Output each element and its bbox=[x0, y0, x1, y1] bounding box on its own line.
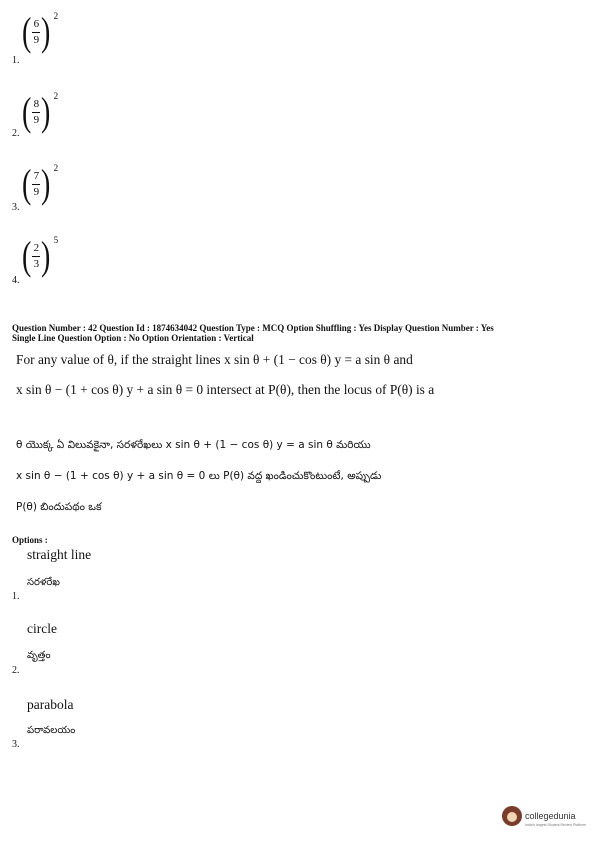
exponent: 5 bbox=[53, 235, 59, 245]
option-2-number: 2. bbox=[12, 665, 20, 676]
options-label: Options : bbox=[12, 535, 48, 545]
fraction-bar bbox=[32, 184, 40, 185]
option-2-text-telugu: వృత్తం bbox=[27, 650, 51, 661]
question-en-line-1: For any value of θ, if the straight lines x sin θ + (1 − cos θ) y = a sin θ and bbox=[16, 352, 413, 367]
right-paren: ) bbox=[41, 89, 51, 134]
option-1-number: 1. bbox=[12, 591, 20, 602]
left-paren: ( bbox=[21, 233, 32, 278]
numerator: 8 bbox=[33, 97, 40, 110]
option-1-text-telugu: సరళరేఖ bbox=[27, 577, 60, 588]
prev-option-4-number: 4. bbox=[12, 275, 20, 286]
option-3-text-telugu: పరావలయం bbox=[27, 725, 76, 736]
fraction-bar bbox=[32, 32, 40, 33]
option-3-number: 3. bbox=[12, 739, 20, 750]
fraction-bar bbox=[32, 112, 40, 113]
brand-tagline: India's largest Student Review Platform bbox=[525, 823, 586, 827]
question-meta-line-2: Single Line Question Option : No Option Orientation : Vertical bbox=[12, 333, 254, 343]
option-2-text: circle bbox=[27, 621, 57, 636]
left-paren: ( bbox=[21, 9, 32, 54]
question-en-line-2: x sin θ − (1 + cos θ) y + a sin θ = 0 intersect at P(θ), then the locus of P(θ) is a bbox=[16, 382, 435, 397]
right-paren: ) bbox=[41, 161, 51, 206]
exponent: 2 bbox=[53, 91, 59, 101]
left-paren: ( bbox=[21, 161, 32, 206]
prev-option-4-fraction bbox=[20, 233, 59, 278]
exponent: 2 bbox=[53, 163, 59, 173]
prev-option-1-number: 1. bbox=[12, 55, 20, 66]
option-3-text: parabola bbox=[27, 697, 74, 712]
fraction bbox=[32, 171, 40, 198]
fraction bbox=[32, 19, 40, 46]
question-te-line-2: x sin θ − (1 + cos θ) y + a sin θ = 0 లు P(θ) వద్ద ఖండించుకొంటుంటే, అప్పుడు bbox=[16, 470, 382, 482]
question-te-line-1: θ యొక్క ఏ విలువకైనా, సరళరేఖలు x sin θ + (1 − cos θ) y = a sin θ మరియు bbox=[16, 439, 371, 451]
option-1-text: straight line bbox=[27, 547, 92, 562]
prev-option-2-fraction bbox=[20, 89, 59, 134]
prev-option-2-number: 2. bbox=[12, 128, 20, 139]
prev-option-3-fraction bbox=[20, 161, 59, 206]
left-paren: ( bbox=[21, 89, 32, 134]
fraction-bar bbox=[32, 256, 40, 257]
prev-option-1-fraction bbox=[20, 9, 59, 54]
denominator: 3 bbox=[33, 257, 40, 270]
denominator: 9 bbox=[33, 33, 40, 46]
fraction bbox=[32, 243, 40, 270]
right-paren: ) bbox=[41, 9, 51, 54]
prev-option-3-number: 3. bbox=[12, 202, 20, 213]
numerator: 7 bbox=[33, 169, 40, 182]
numerator: 6 bbox=[33, 17, 40, 30]
right-paren: ) bbox=[41, 233, 51, 278]
denominator: 9 bbox=[33, 185, 40, 198]
fraction bbox=[32, 99, 40, 126]
question-meta-line-1: Question Number : 42 Question Id : 1874634042 Question Type : MCQ Option Shuffling : Yes Display Question Number : Yes bbox=[12, 323, 494, 333]
student-avatar-icon bbox=[502, 806, 522, 826]
denominator: 9 bbox=[33, 113, 40, 126]
question-te-line-3: P(θ) బిందుపథం ఒక bbox=[16, 501, 102, 513]
numerator: 2 bbox=[33, 241, 40, 254]
exponent: 2 bbox=[53, 11, 59, 21]
brand-name: collegedunia bbox=[525, 810, 576, 821]
